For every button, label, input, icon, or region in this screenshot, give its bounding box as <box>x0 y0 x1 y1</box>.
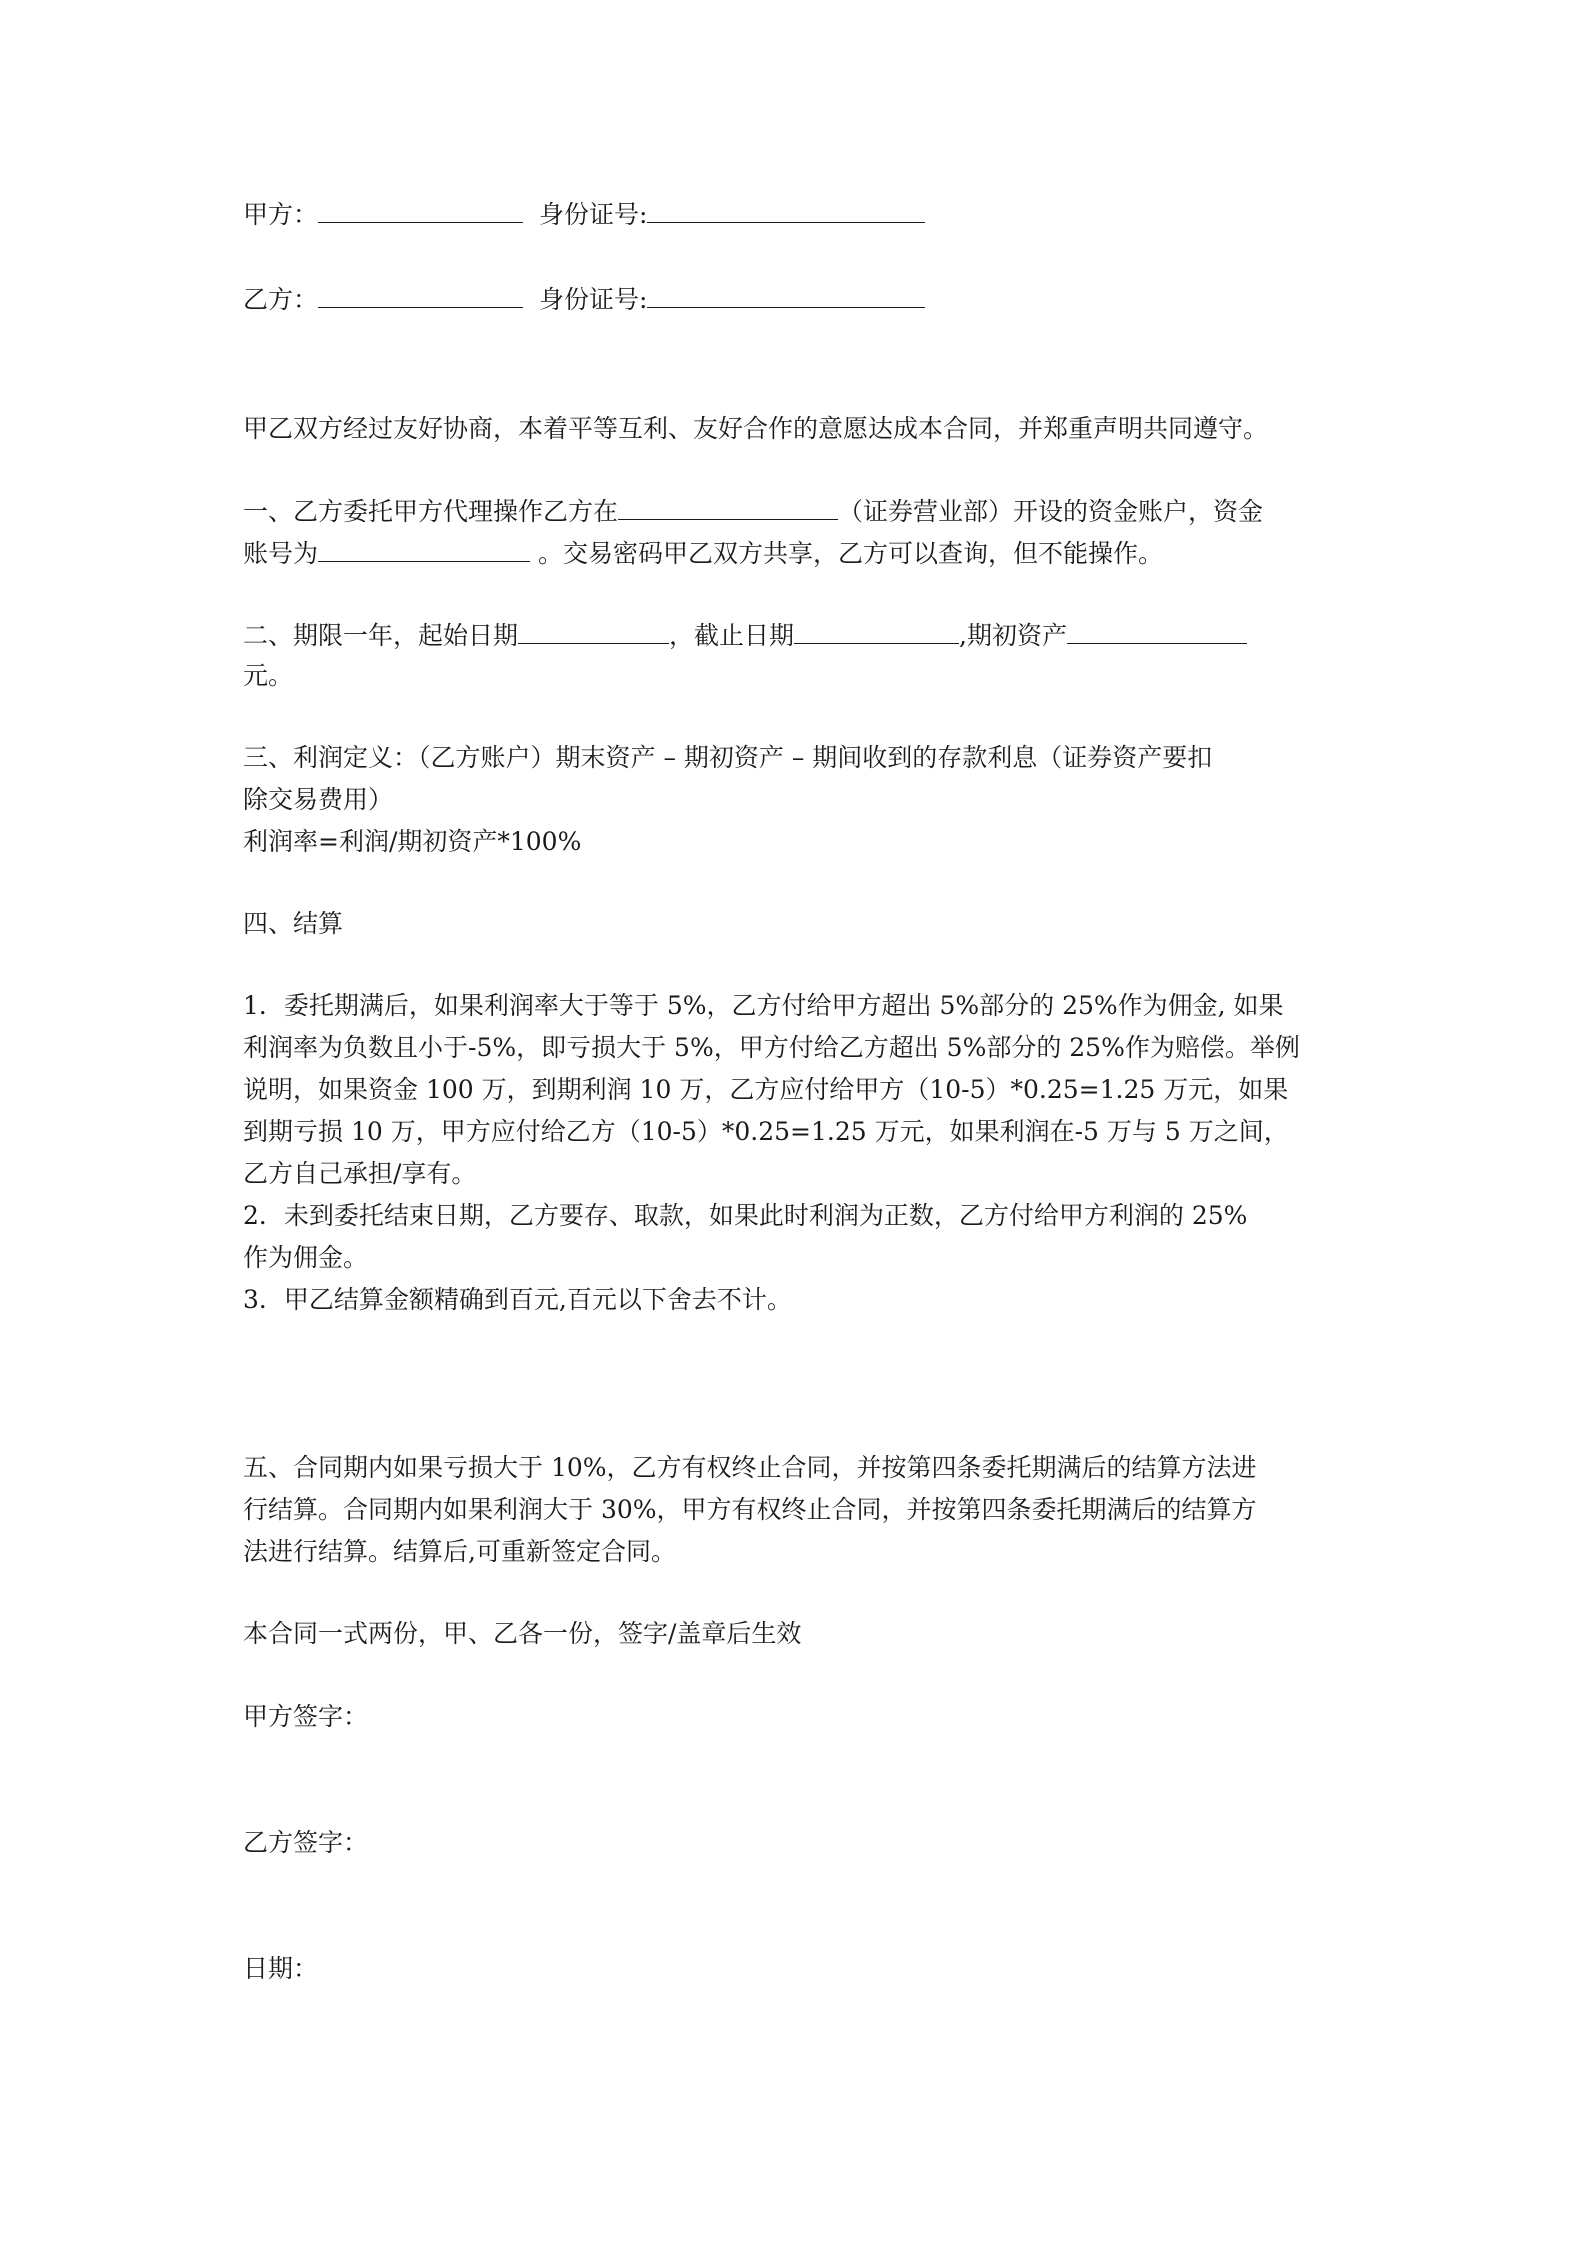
clause4-line: 说明，如果资金 100 万，到期利润 10 万，乙方应付给甲方（10-5）*0.25=1.25 万元，如果 <box>243 1075 1289 1104</box>
clause4-line: 2．未到委托结束日期，乙方要存、取款，如果此时利润为正数，乙方付给甲方利润的 25% <box>243 1201 1248 1230</box>
clause4-line: 到期亏损 10 万，甲方应付给乙方（10-5）*0.25=1.25 万元，如果利润在-5 万与 5 万之间， <box>243 1117 1289 1146</box>
clause2-text: ,期初资产 <box>959 621 1067 650</box>
clause2-text: 二、期限一年，起始日期 <box>243 621 519 650</box>
party-a-label: 甲方： <box>243 200 319 229</box>
closing-statement: 本合同一式两份，甲、乙各一份，签字/盖章后生效 <box>243 1619 802 1648</box>
clause4-line: 乙方自己承担/享有。 <box>243 1159 477 1188</box>
clause1-text: 账号为 <box>243 539 319 568</box>
clause5-line: 行结算。合同期内如果利润大于 30%，甲方有权终止合同，并按第四条委托期满后的结算方 <box>243 1495 1257 1524</box>
clause5-line: 五、合同期内如果亏损大于 10%，乙方有权终止合同，并按第四条委托期满后的结算方法进 <box>243 1453 1257 1482</box>
clause1-text: 。交易密码甲乙双方共享，乙方可以查询，但不能操作。 <box>538 539 1164 568</box>
clause2-text: ，截止日期 <box>669 621 795 650</box>
initial-assets-blank <box>1067 617 1247 644</box>
clause4-line: 利润率为负数且小于-5%，即亏损大于 5%，甲方付给乙方超出 5%部分的 25%作为赔偿。举例 <box>243 1033 1300 1062</box>
party-b-id-label: 身份证号: <box>538 285 648 314</box>
clause5-line: 法进行结算。结算后,可重新签定合同。 <box>243 1537 676 1566</box>
clause2-line1 <box>243 617 1247 654</box>
clause4-line: 作为佣金。 <box>243 1243 369 1272</box>
date-label: 日期： <box>243 1954 319 1983</box>
party-a-signature-label: 甲方签字： <box>243 1702 369 1731</box>
clause3-line2: 除交易费用） <box>243 785 394 814</box>
clause2-line2: 元。 <box>243 661 294 690</box>
end-date-blank <box>794 617 959 644</box>
clause3-line1: 三、利润定义：（乙方账户）期末资产 – 期初资产 – 期间收到的存款利息（证券资产要扣 <box>243 743 1213 772</box>
preamble: 甲乙双方经过友好协商，本着平等互利、友好合作的意愿达成本合同，并郑重声明共同遵守。 <box>243 414 1269 443</box>
party-a-line <box>243 196 925 233</box>
party-b-label: 乙方： <box>243 285 319 314</box>
start-date-blank <box>518 617 669 644</box>
party-b-id-blank <box>647 281 925 308</box>
clause4-heading: 四、结算 <box>243 909 344 938</box>
clause1-line1 <box>243 493 1263 530</box>
party-b-line <box>243 281 925 318</box>
account-number-blank <box>318 535 530 562</box>
party-a-id-label: 身份证号: <box>538 200 648 229</box>
party-b-signature-label: 乙方签字： <box>243 1828 369 1857</box>
party-a-id-blank <box>647 196 925 223</box>
party-b-name-blank <box>318 281 523 308</box>
clause1-line2 <box>243 535 1163 572</box>
clause1-text: （证券营业部）开设的资金账户，资金 <box>838 497 1264 526</box>
profit-rate-formula: 利润率=利润/期初资产*100% <box>243 827 582 856</box>
clause4-line: 3．甲乙结算金额精确到百元,百元以下舍去不计。 <box>243 1285 792 1314</box>
clause1-text: 一、乙方委托甲方代理操作乙方在 <box>243 497 619 526</box>
party-a-name-blank <box>318 196 523 223</box>
clause4-line: 1．委托期满后，如果利润率大于等于 5%，乙方付给甲方超出 5%部分的 25%作为佣金, 如果 <box>243 991 1284 1020</box>
brokerage-blank <box>618 493 838 520</box>
